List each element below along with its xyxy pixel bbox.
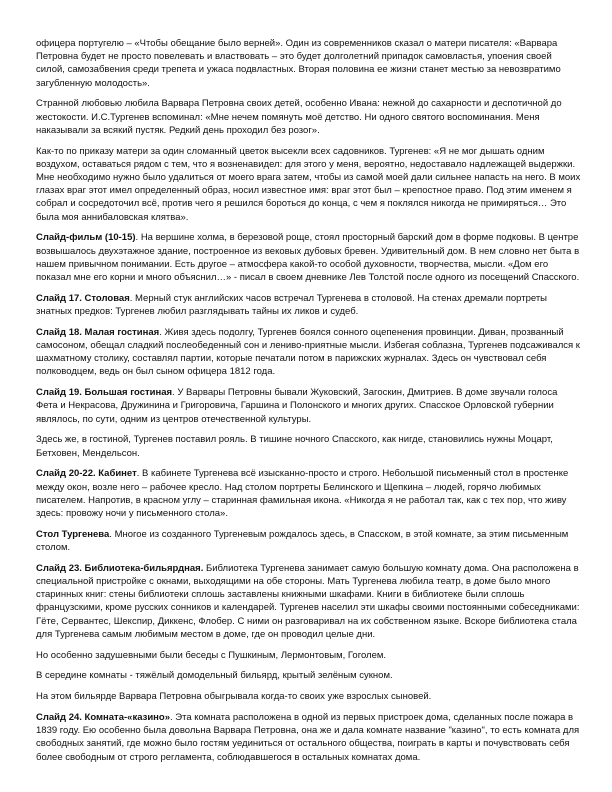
paragraph-5	[36, 292, 581, 318]
paragraph-8	[36, 433, 581, 459]
paragraph-3-text: Как-то по приказу матери за один сломанный цветок высекли всех садовников. Тургенев: «Я не мог дышать одним воздухом, оставаться рядом с тем, что я возненавидел: для этого у меня, вероятно, недоставало надлежащей выдержки. Мне необходимо нужно было удалиться от моего врага затем, чтобы из самой моей дали сильнее напасть на него. В моих глазах враг этот имел определенный образ, носил известное имя: враг этот был – крепостное право. Под этим именем я собрал и сосредоточил всё, против чего я решился бороться до конца, с чем я поклялся никогда не примиряться… Это была моя аннибаловская клятва».	[36, 145, 581, 223]
paragraph-15	[36, 711, 581, 764]
paragraph-9-text: . В кабинете Тургенева всё изысканно-просто и строго. Небольшой письменный стол в простенке между окон, возле него – рабочее кресло. Над столом портреты Белинского и Щепкина – людей, горячо любимых писателем. Напротив, в красном углу – старинная фамильная икона. «Никогда я не работал так, как с тех пор, что живу здесь: провожу ночи у письменного стола».	[36, 468, 569, 520]
paragraph-11-heading: Слайд 23. Библиотека-бильярдная.	[36, 562, 204, 574]
paragraph-6	[36, 326, 581, 379]
paragraph-2-text: Странной любовью любила Варвара Петровна своих детей, особенно Ивана: нежной до сахарности и деспотичной до жестокости. И.С.Тургенев вспоминал: «Мне нечем помянуть моё детство. Ни одного святого воспоминания. Меня наказывали за всякий пустяк. Редкий день проходил без розог».	[36, 98, 562, 136]
paragraph-6-text: . Живя здесь подолгу, Тургенев боялся сонного оцепенения провинции. Диван, прозванный самосоном, обещал сладкий послеобеденный сон и лениво-приятные мысли. Избегая соблазна, Тургенев подсаживался к шахматному столику, составлял партии, которые печатали потом в парижских журналах. Здесь он чувствовал себя полководцем, ведь он был сыном офицера 1812 года.	[36, 326, 580, 378]
paragraph-14-text: На этом бильярде Варвара Петровна обыгрывала когда-то своих уже взрослых сыновей.	[36, 691, 432, 703]
paragraph-12-text: Но особенно задушевными были беседы с Пушкиным, Лермонтовым, Гоголем.	[36, 649, 387, 661]
paragraph-4-text: . На вершине холма, в березовой роще, стоял просторный барский дом в форме подковы. В центре возвышалось двухэтажное здание, построенное из вековых дубовых бревен. Удивительный дом. В нем словно нет быта в нашем привычном понимании. Есть другое – атмосфера какой-то особой духовности, творчества, мысли. «Дом его показал мне его корни и много объяснил…» - писал в своем дневнике Лев Толстой после одного из посещений Спасского.	[36, 232, 580, 284]
paragraph-4-heading: Слайд-фильм (10-15)	[36, 232, 136, 244]
paragraph-15-text: . Эта комната расположена в одной из первых пристроек дома, сделанных после пожара в 1839 году. Ею особенно была довольна Варвара Петровна, она же и дала комнате название "казино", то есть комната для свободных занятий, где можно было гостям уединиться от остального общества, поиграть в карты и почувствовать себя более свободным от строго регламента, соблюдавшегося в остальных комнатах дома.	[36, 712, 580, 763]
paragraph-6-heading: Слайд 18. Малая гостиная	[36, 326, 160, 338]
paragraph-5-heading: Слайд 17. Столовая	[36, 292, 130, 304]
paragraph-11-text: Библиотека Тургенева занимает самую большую комнату дома. Она расположена в специальной пристройке с окнами, выходящими на обе стороны. Мать Тургенева любила театр, в доме было много старинных книг: стены библиотеки сплошь заставлены книжными шкафами. Книги в библиотеке были сплошь французскими, кроме русских сонников и календарей. Тургенев населил эти шкафы своими постоянными собеседниками: Гёте, Сервантес, Шекспир, Диккенс, Флобер. С ними он разговаривал на их собственном языке. Вскоре библиотека стала для Тургенева самым любимым местом в доме, где он проводил целые дни.	[36, 562, 580, 640]
paragraph-3	[36, 145, 581, 224]
paragraph-13	[36, 669, 581, 682]
paragraph-5-text: . Мерный стук английских часов встречал Тургенева в столовой. На стенах дремали портреты знатных предков: Тургенев любил разглядывать тайны их ликов и судеб.	[36, 292, 548, 318]
paragraph-13-text: В середине комнаты - тяжёлый домодельный бильярд, крытый зелёным сукном.	[36, 670, 393, 682]
paragraph-9-heading: Слайд 20-22. Кабинет	[36, 468, 137, 480]
paragraph-1-text: офицера португелю – «Чтобы обещание было верней». Один из современников сказал о матери писателя: «Варвара Петровна будет не просто повелевать и властвовать – это будет долголетний припадок самовластья, упоения своей силой, самозабвения среди трепета и ужаса подвластных. Вторая половина ее жизни станет местью за невозвратимо загубленную молодость».	[36, 38, 561, 89]
paragraph-2	[36, 97, 581, 137]
paragraph-8-text: Здесь же, в гостиной, Тургенев поставил рояль. В тишине ночного Спасского, как нигде, становились нужны Моцарт, Бетховен, Мендельсон.	[36, 434, 553, 459]
paragraph-10-text: . Многое из созданного Тургеневым рождалось здесь, в Спасском, в этой комнате, за этим письменным столом.	[36, 528, 569, 554]
paragraph-10	[36, 528, 581, 554]
paragraph-9	[36, 467, 581, 520]
paragraph-7	[36, 386, 581, 426]
paragraph-11	[36, 562, 581, 641]
paragraph-10-heading: Стол Тургенева	[36, 528, 110, 540]
paragraph-14	[36, 690, 581, 703]
paragraph-7-heading: Слайд 19. Большая гостиная	[36, 387, 173, 399]
document-page	[36, 37, 581, 771]
paragraph-4	[36, 231, 581, 284]
paragraph-15-heading: Слайд 24. Комната-«казино»	[36, 712, 170, 724]
paragraph-1	[36, 37, 581, 90]
paragraph-12	[36, 649, 581, 662]
paragraph-7-text: . У Варвары Петровны бывали Жуковский, Загоскин, Дмитриев. В доме звучали голоса Фета и Некрасова, Дружинина и Григоровича, Гаршина и Полонского и многих других. Спасское Орловской губернии являлось, по сути, одним из центров отечественной культуры.	[36, 387, 558, 425]
